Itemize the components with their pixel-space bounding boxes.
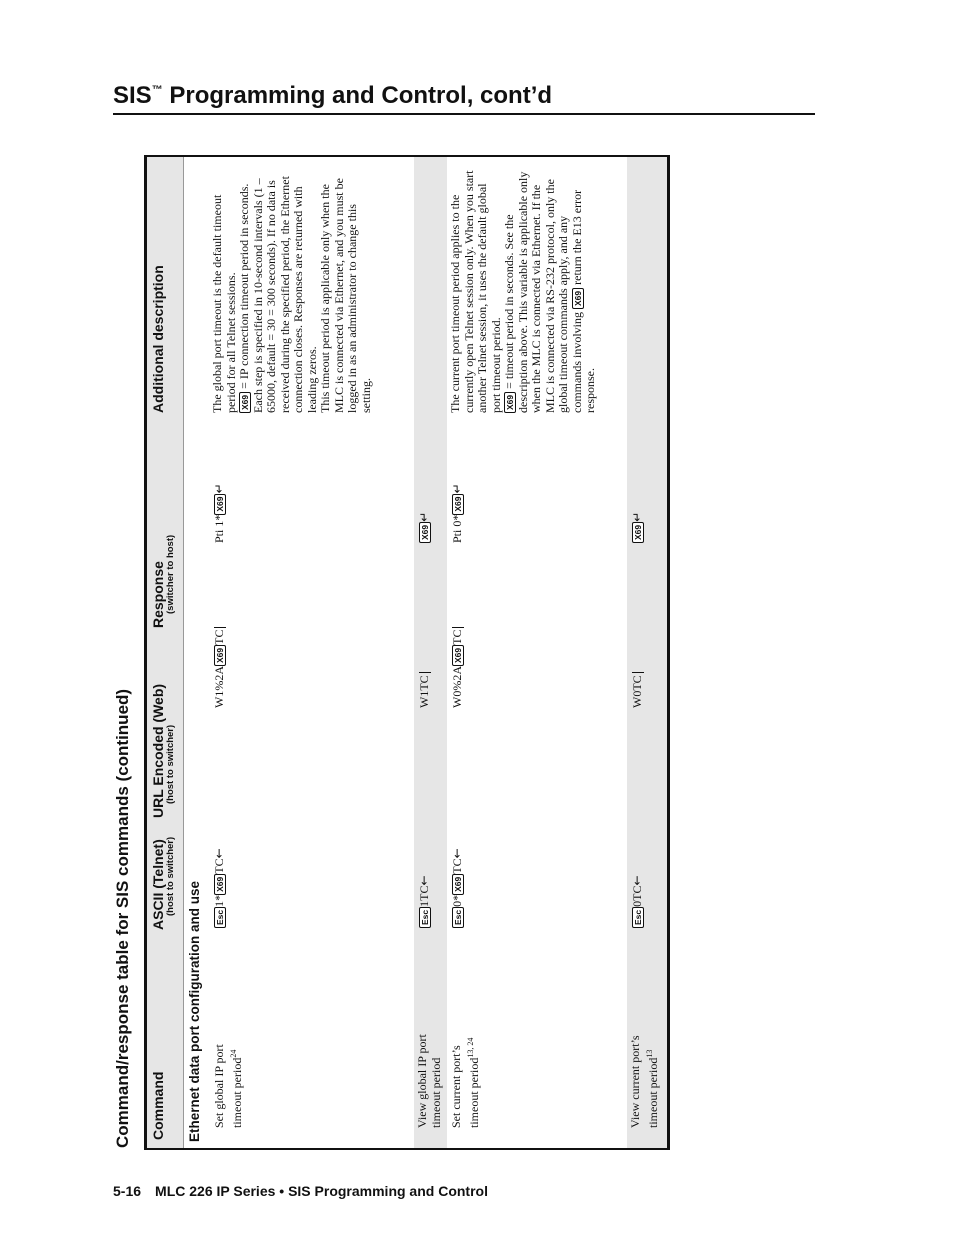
response-cell: Pti 0*X69↵ [450,483,464,543]
command-cell: Set global IP port timeout period$^{24}$ [212,1044,244,1128]
page-heading: SIS™ Programming and Control, cont’d [113,82,553,109]
x69-var: X69 [504,392,516,413]
pipe-icon [419,672,431,673]
ascii-cell: Esc1TC← [418,768,432,928]
col-ascii: ASCII (Telnet) (host to switcher) [150,836,176,930]
ascii-cell: Esc0TC← [631,768,645,928]
x69-var: X69 [214,645,226,666]
x69-var: X69 [239,392,251,413]
description-cell: The current port timeout period applies to the currently open Telnet session only. When you start another Telnet session, it uses the default global port timeout period. X69 = timeout period in seconds. See the description above. This variable is applicable only when the MLC is connected via Ethernet. If the MLC is connected via RS-232 protocol, only the global timeout commands apply, and any commands involving X69 return the E13 error response. [448,170,597,413]
enter-arrow-icon: ← [417,875,431,886]
pipe-icon [632,672,644,673]
return-arrow-icon: ↵ [212,483,226,494]
command-cell: View current port’s timeout period$^{13}$ [628,1035,660,1128]
description-cell: The global port timeout is the default timeout period for all Telnet sessions. X69 = IP connection timeout period in seconds. Each step is specified in 10-second intervals (1 – 65000, default = 30 = 300 seconds). If no data is received during the specified period, the Ethernet connection closes. Responses are returned with leading zeros. This timeout period is applicable only when the MLC is connected via Ethernet, and you must be logged in as an administrator to change this setting. [210,176,373,413]
enter-arrow-icon: ← [450,848,464,859]
x69-var: X69 [419,522,431,543]
return-arrow-icon: ↵ [417,511,431,522]
url-cell: W0TC [631,548,645,708]
pipe-icon [214,627,226,628]
esc-key: Esc [632,907,644,928]
command-table-wrap [144,155,670,1150]
page-number: 5-16 [113,1183,142,1199]
table-row [627,157,667,1148]
heading-rule [113,113,815,115]
x69-var: X69 [214,494,226,515]
command-table [144,155,670,1150]
table-row [447,157,627,1148]
esc-key: Esc [419,907,431,928]
table-header [147,157,184,1148]
col-response: Response (switcher to host) [150,534,176,628]
ascii-cell: Esc0*X69TC← [451,768,465,928]
url-cell: W1TC [418,548,432,708]
url-cell: W1%2AX69TC [213,548,227,708]
return-arrow-icon: ↵ [450,483,464,494]
response-cell [631,403,645,543]
x69-var: X69 [452,874,464,895]
response-cell: Pti 1*X69↵ [212,483,226,543]
footer-text: MLC 226 IP Series • SIS Programming and Control [155,1183,488,1199]
ascii-cell: Esc1*X69TC← [213,768,227,928]
page-footer [113,1183,488,1199]
esc-key: Esc [214,907,226,928]
esc-key: Esc [452,907,464,928]
x69-var: X69 [452,645,464,666]
section-label: Ethernet data port configuration and use [187,880,202,1142]
enter-arrow-icon: ← [630,875,644,886]
x69-var: X69 [632,522,644,543]
x69-var: X69 [452,494,464,515]
table-row [209,157,414,1148]
col-description: Additional description [150,265,166,413]
col-url: URL Encoded (Web) (host to switcher) [150,683,176,818]
command-cell: View global IP port timeout period [415,1034,443,1128]
response-cell [418,403,432,543]
x69-var: X69 [572,288,584,309]
url-cell: W0%2AX69TC [451,548,465,708]
enter-arrow-icon: ← [212,848,226,859]
pipe-icon [452,627,464,628]
return-arrow-icon: ↵ [630,511,644,522]
col-command: Command [150,1071,166,1140]
table-title: Command/response table for SIS commands (continued) [113,688,132,1148]
command-cell: Set current port’s timeout period$^{13, 24}$ [449,1037,481,1128]
table-row [414,157,447,1148]
x69-var: X69 [214,874,226,895]
